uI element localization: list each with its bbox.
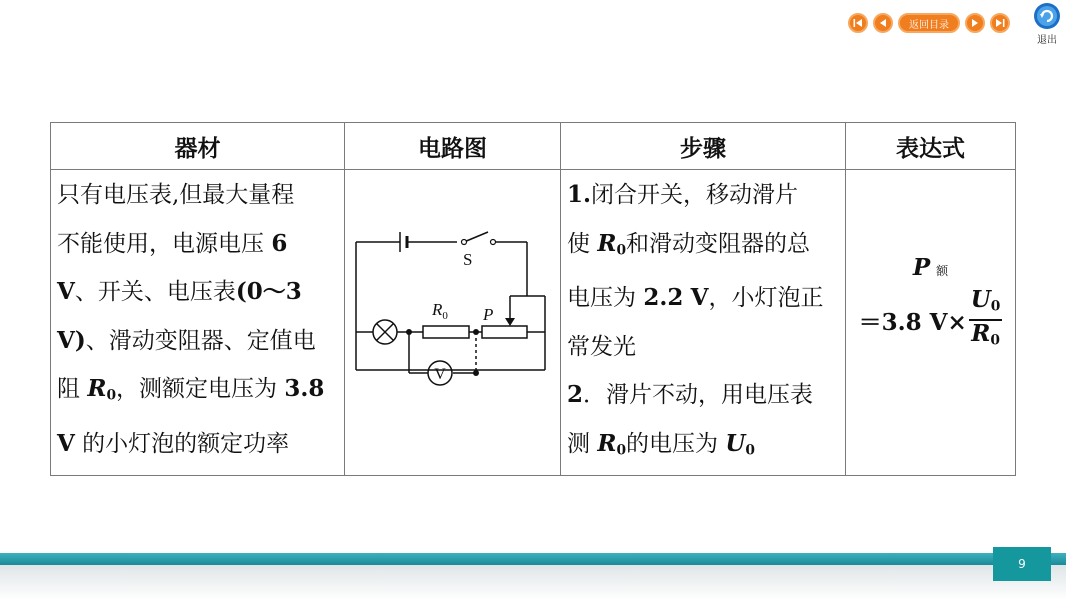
equipment-line: 不能使用，电源电压 6 — [57, 229, 288, 257]
rated-power-symbol: P额 — [912, 254, 949, 281]
header-circuit-diagram: 电路图 — [345, 123, 561, 170]
steps-line: 常发光 — [567, 333, 636, 360]
skip-back-icon — [852, 17, 864, 29]
header-equipment: 器材 — [51, 123, 345, 170]
skip-forward-icon — [994, 17, 1006, 29]
footer-shadow — [0, 565, 1066, 600]
previous-slide-button[interactable] — [873, 13, 893, 33]
fraction-numerator: $U_0$ — [969, 287, 1003, 321]
voltmeter-label: V — [434, 366, 446, 383]
steps-line: 电压为 2.2 V，小灯泡正 — [567, 284, 824, 312]
equipment-cell — [51, 170, 345, 476]
equipment-line: 只有电压表,但最大量程 — [57, 182, 295, 208]
experiment-table — [50, 122, 1016, 476]
equipment-text — [51, 170, 344, 468]
page-number: 9 — [993, 547, 1051, 581]
table-header-row — [51, 123, 1016, 170]
exit-globe-icon — [1033, 2, 1061, 30]
steps-line: 使 $R_0$和滑动变阻器的总 — [567, 229, 811, 258]
switch-label: S — [463, 250, 473, 269]
triangle-right-icon — [969, 17, 981, 29]
steps-line: 测 $R_0$的电压为 $U_0$ — [567, 429, 756, 459]
exit-label: 退出 — [1037, 35, 1057, 46]
equipment-line: V、开关、电压表(0～3 — [57, 278, 302, 305]
steps-line: 1.闭合开关，移动滑片 — [567, 181, 799, 208]
resistor-label: $R_0$ — [432, 300, 448, 322]
next-slide-button[interactable] — [965, 13, 985, 33]
table-row — [51, 170, 1016, 476]
slide-navigation — [848, 10, 1010, 36]
circuit-cell — [345, 170, 561, 476]
header-expression: 表达式 — [846, 123, 1016, 170]
expression-value: ＝3.8 V× — [858, 308, 967, 336]
expression-formula — [846, 287, 1015, 354]
back-to-contents-button[interactable]: 返回目录 — [898, 13, 960, 33]
steps-text — [561, 170, 845, 475]
equipment-line: 阻 $R_0$，测额定电压为 3.8 — [57, 375, 325, 404]
first-slide-button[interactable] — [848, 13, 868, 33]
power-expression — [846, 170, 1015, 354]
exit-button[interactable] — [1032, 2, 1062, 46]
steps-cell — [561, 170, 846, 476]
steps-line: 2．滑片不动，用电压表 — [567, 381, 814, 409]
slider-label: P — [483, 305, 494, 324]
header-steps: 步骤 — [561, 123, 846, 170]
triangle-left-icon — [877, 17, 889, 29]
fraction-denominator: $R_0$ — [971, 320, 1000, 349]
circuit-diagram — [345, 170, 560, 460]
last-slide-button[interactable] — [990, 13, 1010, 33]
expression-cell — [846, 170, 1016, 476]
equipment-line: V 的小灯泡的额定功率 — [57, 429, 290, 457]
fraction — [969, 287, 1003, 354]
footer-bar — [0, 553, 1066, 565]
equipment-line: V)、滑动变阻器、定值电 — [57, 326, 316, 354]
